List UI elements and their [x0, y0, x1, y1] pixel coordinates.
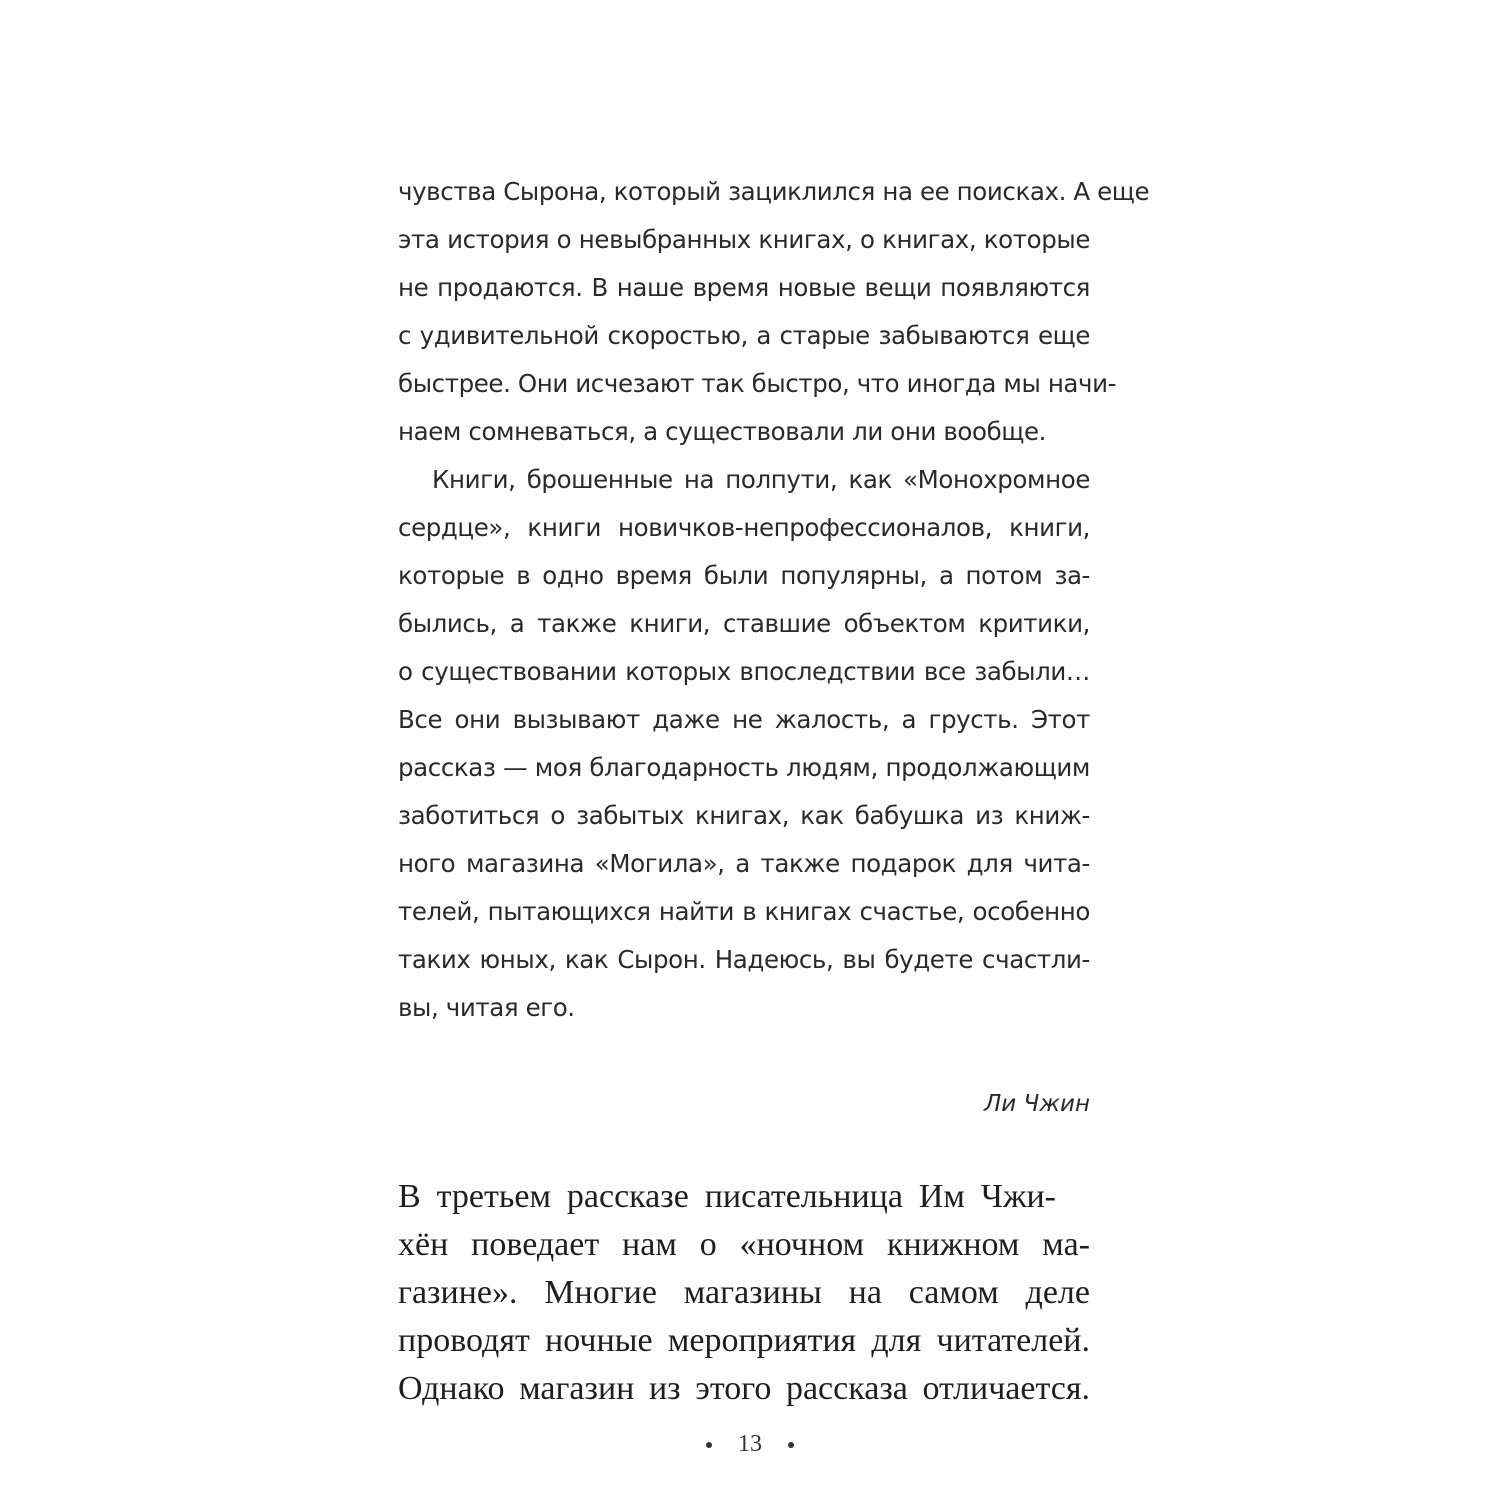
text-line: быстрее. Они исчезают так быстро, что иногда мы начи-: [398, 369, 1117, 398]
text-line: вы, читая его.: [398, 993, 575, 1022]
text-line: Все они вызывают даже не жалость, а грусть. Этот: [398, 705, 1090, 734]
text-line: эта история о невыбранных книгах, о книгах, которые: [398, 225, 1090, 254]
text-line: газине». Многие магазины на самом деле: [398, 1274, 1090, 1311]
text-line: ного магазина «Могила», а также подарок для чита-: [398, 849, 1090, 878]
text-line: которые в одно время были популярны, а потом за-: [398, 561, 1090, 590]
text-line: рассказ — моя благодарность людям, продолжающим: [398, 753, 1090, 782]
text-line: былись, а также книги, ставшие объектом критики,: [398, 609, 1090, 638]
bullet-dot-icon: [706, 1442, 712, 1448]
page-footer: [0, 1428, 1500, 1460]
text-line: заботиться о забытых книгах, как бабушка из книж-: [398, 801, 1090, 830]
text-line: с удивительной скоростью, а старые забываются еще: [398, 321, 1090, 350]
bullet-dot-icon: [788, 1442, 794, 1448]
text-line: сердце», книги новичков-непрофессионалов, книги,: [398, 513, 1090, 542]
text-line: чувства Сырона, который зациклился на ее поисках. А еще: [398, 177, 1150, 206]
text-line: Однако магазин из этого рассказа отличается.: [398, 1370, 1090, 1407]
text-line: телей, пытающихся найти в книгах счастье, особенно: [398, 897, 1090, 926]
text-line: В третьем рассказе писательница Им Чжи-: [398, 1178, 1056, 1215]
text-line: проводят ночные мероприятия для читателей.: [398, 1322, 1090, 1359]
text-line: Книги, брошенные на полпути, как «Монохромное: [432, 465, 1090, 494]
text-line: хён поведает нам о «ночном книжном ма-: [398, 1226, 1090, 1263]
text-line: не продаются. В наше время новые вещи появляются: [398, 273, 1090, 302]
text-line: таких юных, как Сырон. Надеюсь, вы будете счастли-: [398, 945, 1090, 974]
text-line: о существовании которых впоследствии все забыли…: [398, 657, 1090, 686]
text-line: наем сомневаться, а существовали ли они вообще.: [398, 417, 1047, 446]
author-signature: Ли Чжин: [983, 1091, 1090, 1117]
page-number: 13: [738, 1431, 762, 1457]
